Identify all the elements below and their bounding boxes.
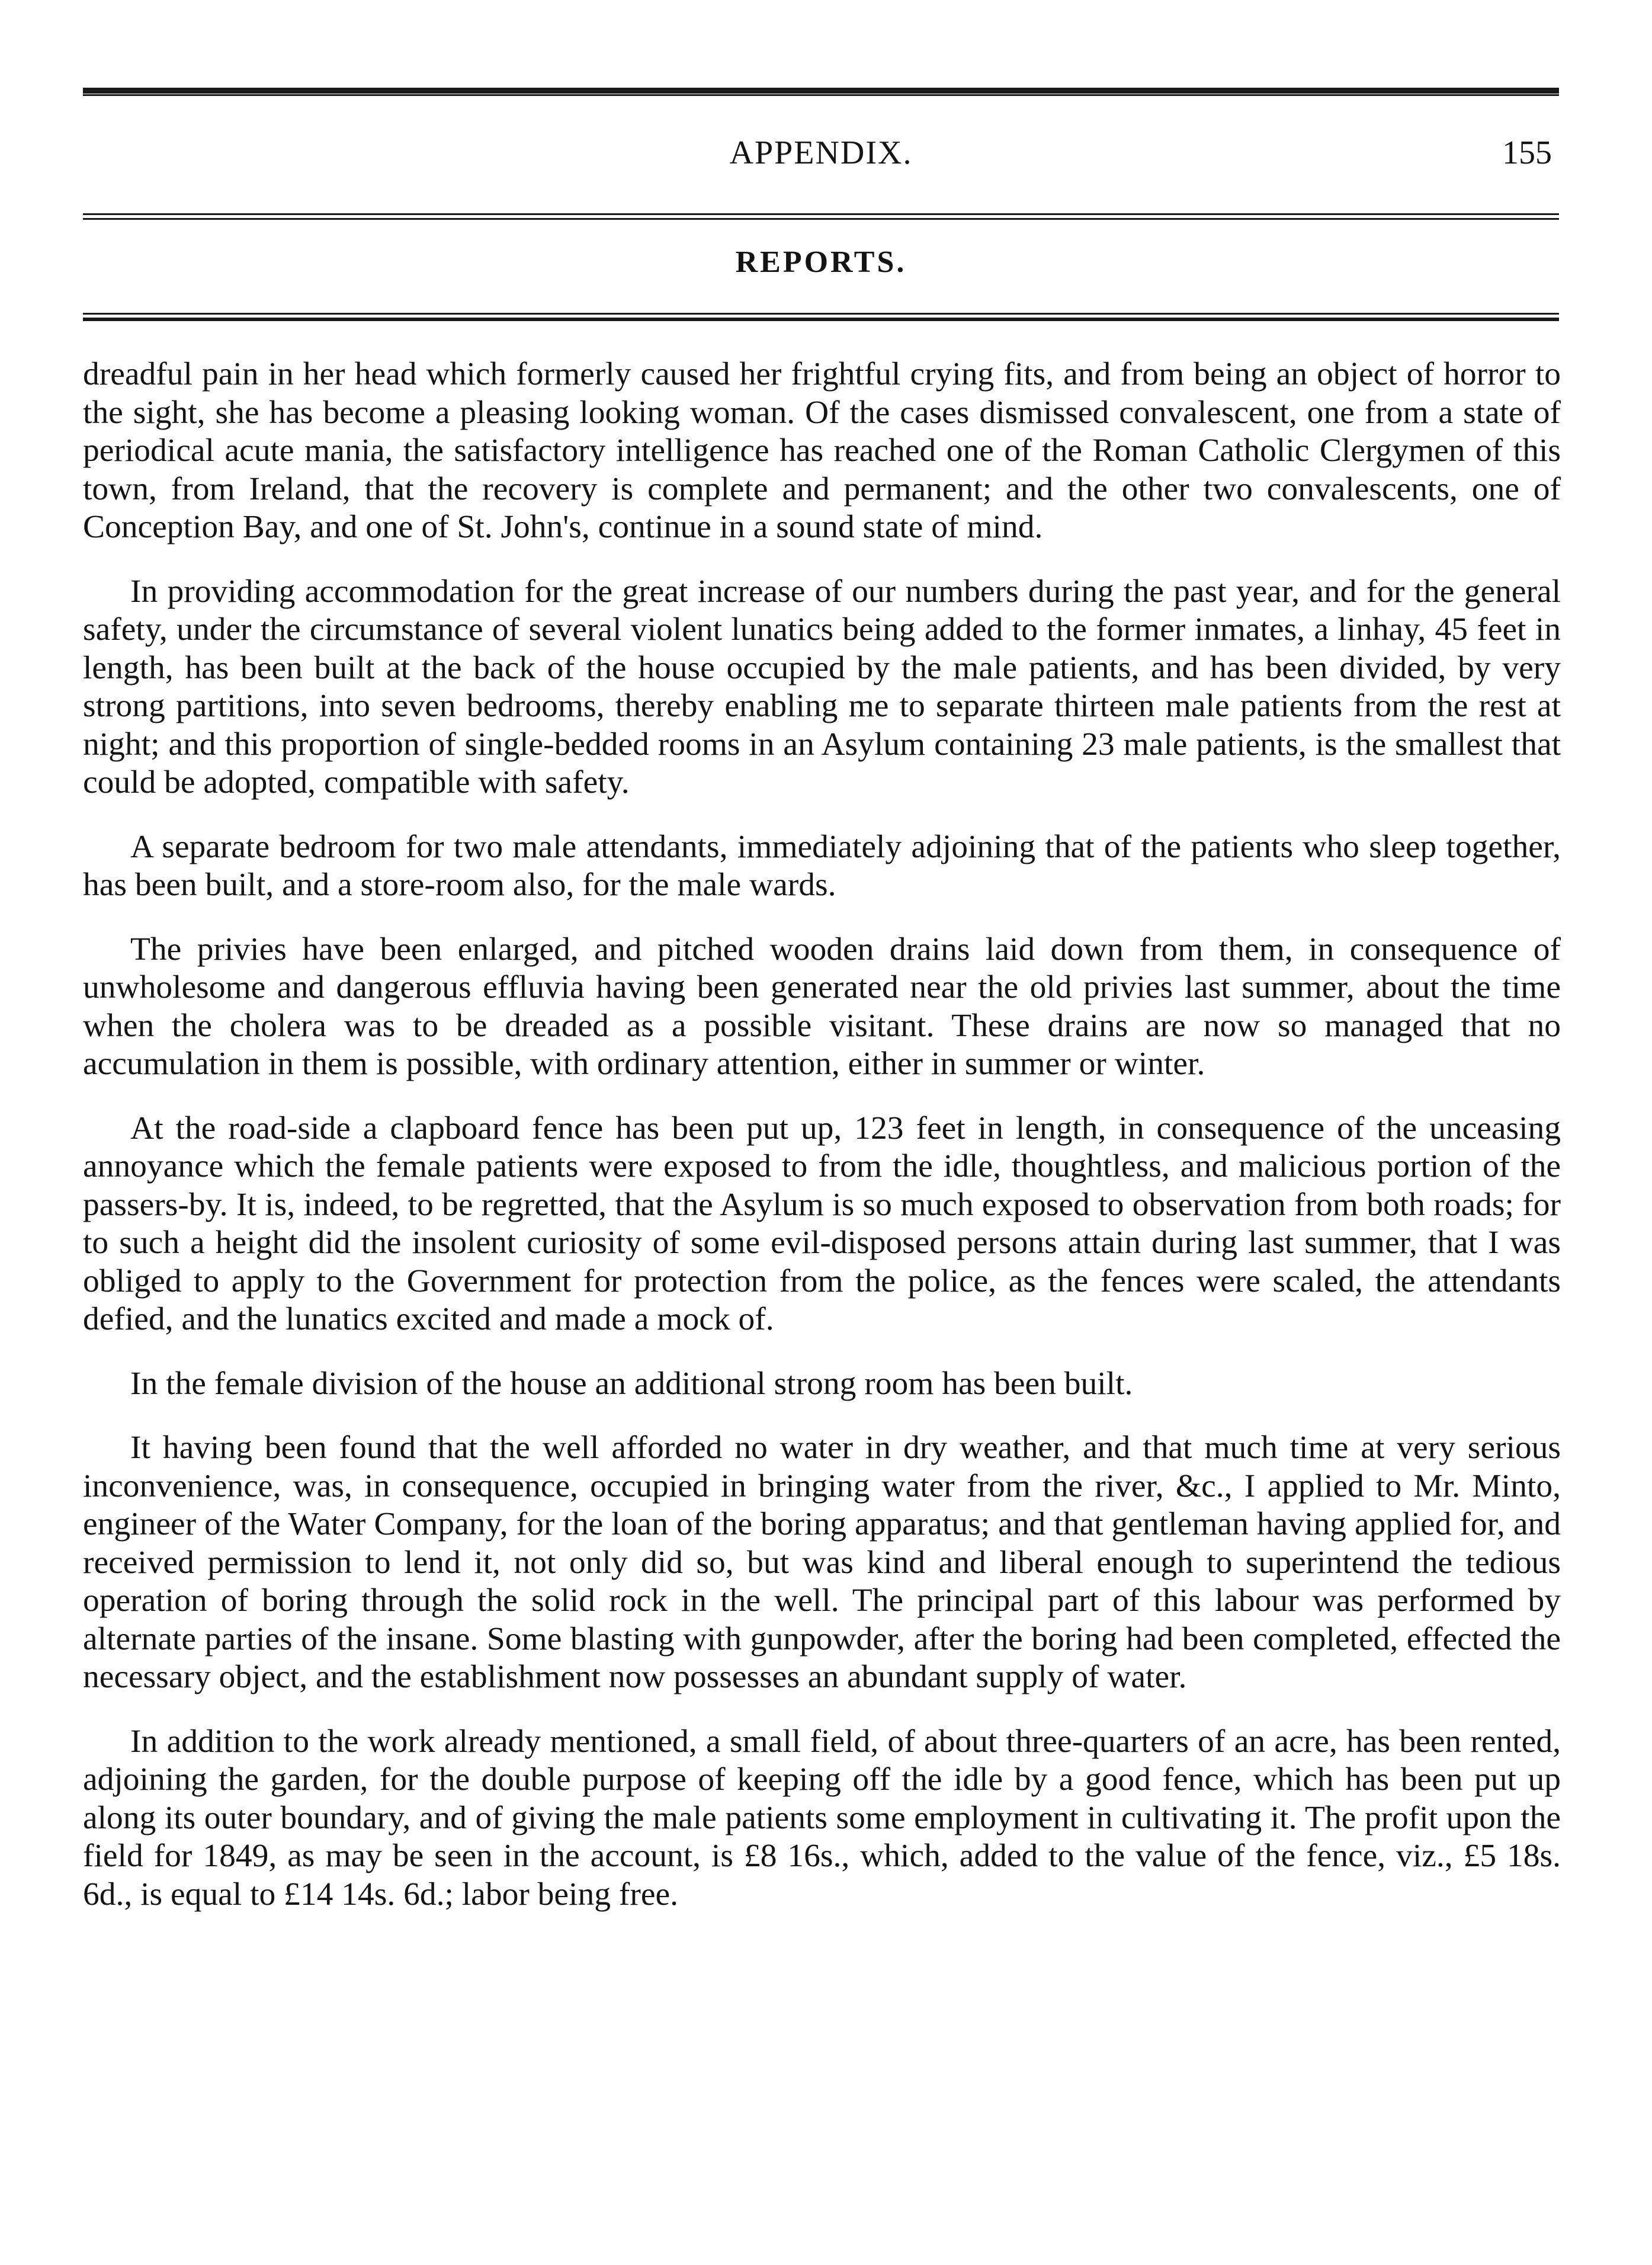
paragraph-accommodation: In providing accommodation for the great increase of our numbers during the past year, and for the general safety, under the circumstance of several violent lunatics being added to the former inmates, a linhay, 45 feet in length, has been built at the back of the house occupied by the male patients, and has been divided, by very strong partitions, into seven bedrooms, thereby enabling me to separate thirteen male patients from the rest at night; and this proportion of single-bedded rooms in an Asylum containing 23 male patients, is the smallest that could be adopted, compatible with safety.: [83, 573, 1561, 800]
section-title: REPORTS.: [735, 245, 907, 279]
paragraph-continued: dreadful pain in her head which formerly caused her frightful crying fits, and from being an object of horror to the sight, she has become a pleasing looking woman. Of the cases dismissed convalescent, one from a state of periodical acute mania, the satisfactory intelligence has reached one of the Roman Catholic Clergymen of this town, from Ireland, that the recovery is complete and permanent; and the other two convalescents, one of Conception Bay, and one of St. John's, continue in a sound state of mind.: [83, 356, 1561, 545]
header-rule-top: [83, 213, 1559, 215]
header-rule-bottom: [83, 218, 1559, 220]
paragraph-well: It having been found that the well afforded no water in dry weather, and that much time at very serious inconvenience, was, in consequence, occupied in bringing water from the river, &c., I applied to Mr. Minto, engineer of the Water Company, for the loan of the boring apparatus; and that gentleman having applied for, and received permission to lend it, not only did so, but was kind and liberal enough to superintend the tedious operation of boring through the solid rock in the well. The principal part of this labour was performed by alternate parties of the insane. Some blasting with gunpowder, after the boring had been completed, effected the necessary object, and the establishment now possesses an abundant supply of water.: [83, 1430, 1561, 1695]
paragraph-field: In addition to the work already mentioned, a small field, of about three-quarters of an acre, has been rented, adjoining the garden, for the double purpose of keeping off the idle by a good fence, which has been put up along its outer boundary, and of giving the male patients some employment in cultivating it. The profit upon the field for 1849, as may be seen in the account, is £8 16s., which, added to the value of the fence, viz., £5 18s. 6d., is equal to £14 14s. 6d.; labor being free.: [83, 1723, 1561, 1912]
running-head: [83, 129, 1559, 177]
section-rule-bottom: [83, 318, 1559, 321]
top-rule-thin: [83, 94, 1559, 96]
top-rule: [83, 88, 1559, 94]
paragraph-attendants-bedroom: A separate bedroom for two male attendants, immediately adjoining that of the patients who sleep together, has been built, and a store-room also, for the male wards.: [83, 828, 1561, 903]
body-text: [83, 355, 1561, 1940]
paragraph-privies: The privies have been enlarged, and pitched wooden drains laid down from them, in consequence of unwholesome and dangerous effluvia having been generated near the old privies last summer, about the time when the cholera was to be dreaded as a possible visitant. These drains are now so managed that no accumulation in them is possible, with ordinary attention, either in summer or winter.: [83, 931, 1561, 1082]
running-title: APPENDIX.: [729, 134, 913, 171]
section-rule-top: [83, 313, 1559, 315]
paragraph-fence: At the road-side a clapboard fence has been put up, 123 feet in length, in consequence of the unceasing annoyance which the female patients were exposed to from the idle, thoughtless, and malicious portion of the passers-by. It is, indeed, to be regretted, that the Asylum is so much exposed to observation from both roads; for to such a height did the insolent curiosity of some evil-disposed persons attain during last summer, that I was obliged to apply to the Government for protection from the police, as the fences were scaled, the attendants defied, and the lunatics excited and made a mock of.: [83, 1110, 1561, 1337]
paragraph-female-division: In the female division of the house an additional strong room has been built.: [130, 1365, 1133, 1402]
page-number: 155: [1502, 134, 1552, 171]
